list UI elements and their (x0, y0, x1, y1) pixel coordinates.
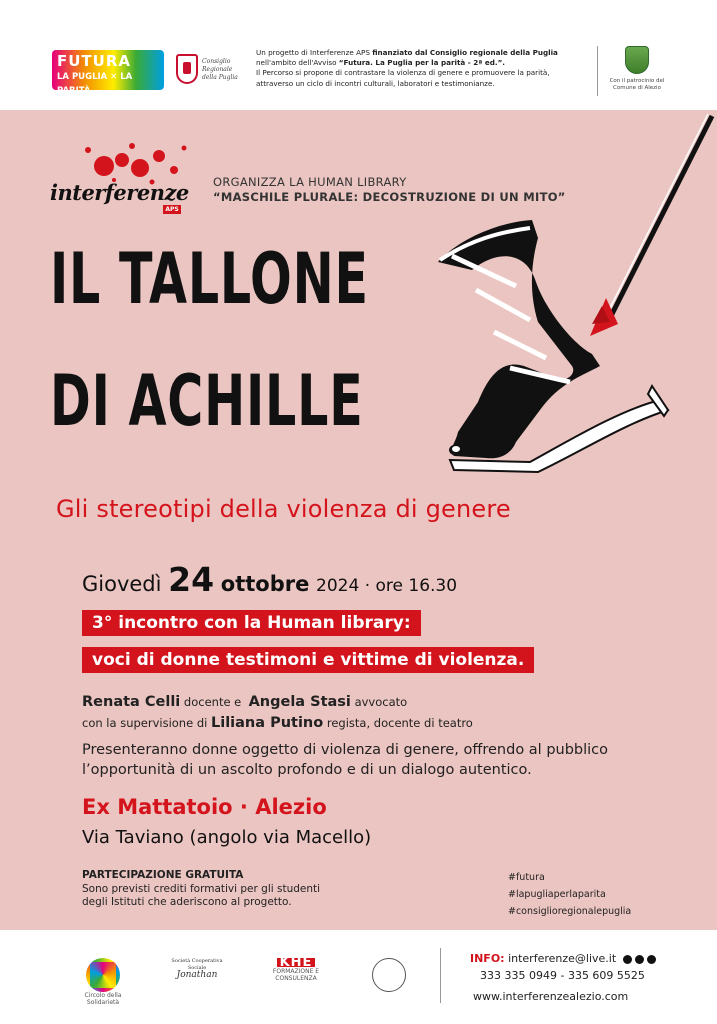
seal-logo-icon (372, 958, 406, 992)
hashtag: #lapugliaperlaparita (508, 889, 606, 900)
subtitle: Gli stereotipi della violenza di genere (56, 495, 511, 523)
comune-crest-icon (625, 46, 649, 74)
aps-badge: APS (163, 205, 181, 214)
participation-info: PARTECIPAZIONE GRATUITA Sono previsti crediti formativi per gli studenti degli Istituti che aderiscono al progetto. (82, 869, 321, 908)
event-date: Giovedì 24 ottobre 2024 · ore 16.30 (82, 560, 458, 599)
regional-council-logo (176, 50, 236, 96)
footer-divider (440, 948, 441, 1003)
sponsor-khe-logo: KHE FORMAZIONE E CONSULENZA (272, 955, 320, 982)
futura-logo-title: FUTURA (57, 52, 131, 70)
header-divider (597, 46, 598, 96)
phone-numbers: 333 335 0949 - 335 609 5525 (480, 969, 645, 982)
speaker-name: Renata Celli (82, 694, 181, 710)
header-bar (0, 0, 717, 110)
interferenze-logo: interferenze (50, 180, 189, 205)
speaker-name: Angela Stasi (248, 694, 351, 710)
supervisor-name: Liliana Putino (210, 715, 324, 731)
futura-logo-subtitle: LA PUGLIA ✕ LA PARITÀ (57, 72, 133, 96)
sponsor-circolo-logo: Circolo della Solidarietà (84, 958, 122, 1006)
organizer-heading: ORGANIZZA LA HUMAN LIBRARY “MASCHILE PLURALE: DECOSTRUZIONE DI UN MITO” (213, 175, 566, 204)
facebook-icon[interactable] (623, 955, 632, 964)
contact-info: INFO: interferenze@live.it 333 335 0949 - 335 609 5525 (470, 950, 700, 984)
sponsor-seal-logo (364, 958, 414, 992)
email-link[interactable]: interferenze@live.it (508, 952, 617, 965)
title-line-1: IL TALLONE (50, 238, 369, 320)
event-banner-1: 3° incontro con la Human library: (82, 610, 421, 636)
speakers: Renata Celli docente e Angela Stasi avvocato con la supervisione di Liliana Putino regista, docente di teatro (82, 694, 473, 731)
hashtag: #futura (508, 872, 545, 883)
instagram-icon[interactable] (635, 955, 644, 964)
circle-logo-icon (86, 958, 120, 992)
venue-address: Via Taviano (angolo via Macello) (82, 827, 372, 848)
project-description: Un progetto di Interferenze APS finanziato dal Consiglio regionale della Puglia nell'ambito dell'Avviso “Futura. La Puglia per la parità - 2ª ed.”. Il Percorso si propone di contrastare la violenza di genere e promuovere la parità, attraverso un ciclo di incontri culturali, laboratori e testimonianze. (256, 48, 558, 88)
regional-council-script: Consiglio Regionale della Puglia (202, 58, 238, 81)
achilles-heel-illustration (420, 110, 717, 490)
website-link[interactable]: www.interferenzealezio.com (473, 990, 629, 1003)
sponsor-jonathan-logo: Società Cooperativa Sociale Jonathan (171, 958, 223, 980)
hashtag-list (508, 869, 631, 920)
event-banner-2: voci di donne testimoni e vittime di violenza. (82, 647, 534, 673)
venue-name: Ex Mattatoio · Alezio (82, 795, 327, 819)
comune-patronage: Con il patrocinio del Comune di Alezio (604, 46, 670, 92)
title-line-2: DI ACHILLE (50, 360, 364, 442)
whatsapp-icon[interactable] (647, 955, 656, 964)
futura-logo (52, 50, 164, 96)
event-description: Presenteranno donne oggetto di violenza di genere, offrendo al pubblico l’opportunità di un ascolto profondo e di un dialogo autentico. (82, 742, 609, 778)
regional-seal-icon (176, 54, 198, 84)
hashtag: #consiglioregionalepuglia (508, 906, 632, 917)
